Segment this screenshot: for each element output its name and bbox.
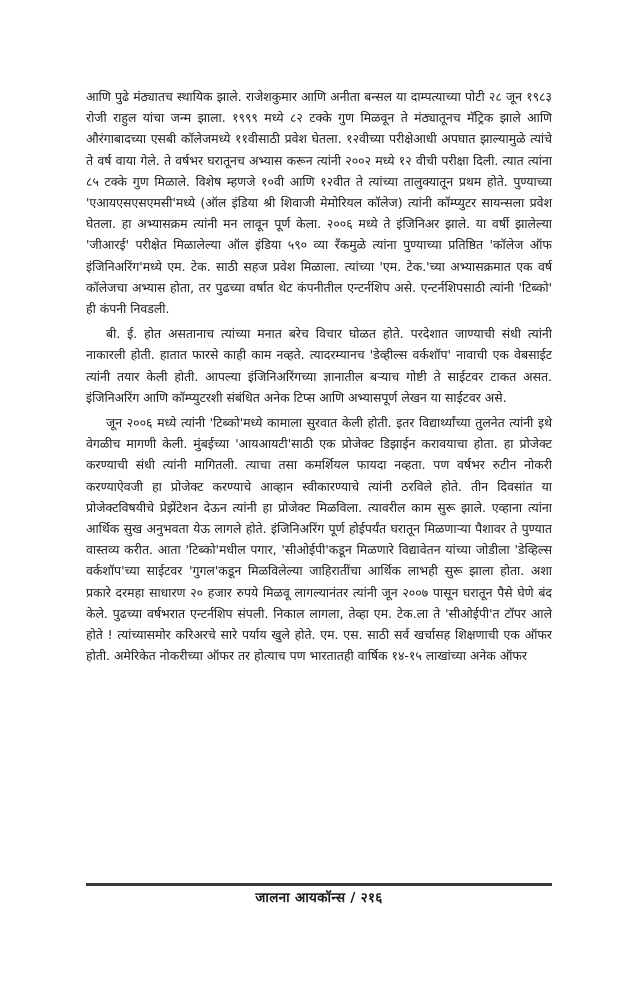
paragraph-1: आणि पुढे मंठ्यातच स्थायिक झाले. राजेशकुमार आणि अनीता बन्सल या दाम्पत्याच्या पोटी २८ जून १९८३ रोजी राहुल यांचा जन्म झाला. १९९९ मध्ये ८२ टक्के गुण मिळवून ते मंठ्यातूनच मॅट्रिक झाले आणि औरंगाबादच्या एसबी कॉलेजमध्ये ११वीसाठी प्रवेश घेतला. १२वीच्या परीक्षेआधी अपघात झाल्यामुळे त्यांचे ते वर्ष वाया गेले. ते वर्षभर घरातूनच अभ्यास करून त्यांनी २००२ मध्ये १२ वीची परीक्षा दिली. त्यात त्यांना ८५ टक्के गुण मिळाले. विशेष म्हणजे १०वी आणि १२वीत ते त्यांच्या तालुक्यातून प्रथम होते. पुण्याच्या 'एआयएसएसएमसी'मध्ये (ऑल इंडिया श्री शिवाजी मेमोरियल कॉलेज) त्यांनी कॉम्प्युटर सायन्सला प्रवेश घेतला. हा अभ्यासक्रम त्यांनी मन लावून पूर्ण केला. २००६ मध्ये ते इंजिनिअर झाले. या वर्षी झालेल्या 'जीआरई' परीक्षेत मिळालेल्या ऑल इंडिया ५९० व्या रँकमुळे त्यांना पुण्याच्या प्रतिष्ठित 'कॉलेज ऑफ इंजिनिअरिंग'मध्ये एम. टेक. साठी सहज प्रवेश मिळाला. त्यांच्या 'एम. टेक.'च्या अभ्यासक्रमात एक वर्ष कॉलेजचा अभ्यास होता, तर पुढच्या वर्षात थेट कंपनीतील एन्टर्नशिप असे. एन्टर्नशिपसाठी त्यांनी 'टिब्को' ही कंपनी निवडली. — [86, 89, 552, 317]
paragraph-3: जून २००६ मध्ये त्यांनी 'टिब्को'मध्ये कामाला सुरवात केली होती. इतर विद्यार्थ्यांच्या तुलनेत त्यांनी इथे वेगळीच मागणी केली. मुंबईच्या 'आयआयटी'साठी एक प्रोजेक्ट डिझाईन करावयाचा होता. हा प्रोजेक्ट करण्याची संधी त्यांनी मागितली. त्याचा तसा कमर्शियल फायदा नव्हता. पण वर्षभर रुटीन नोकरी करण्याऐवजी हा प्रोजेक्ट करण्याचे आव्हान स्वीकारण्याचे त्यांनी ठरविले होते. तीन दिवसांत या प्रोजेक्टविषयीचे प्रेझेंटेशन देऊन त्यांनी हा प्रोजेक्ट मिळविला. त्यावरील काम सुरू झाले. एव्हाना त्यांना आर्थिक सुख अनुभवता येऊ लागले होते. इंजिनिअरिंग पूर्ण होईपर्यंत घरातून मिळणाऱ्या पैशावर ते पुण्यात वास्तव्य करीत. आता 'टिब्को'मधील पगार, 'सीओईपी'कडून मिळणारे विद्यावेतन यांच्या जोडीला 'डेव्हिल्स वर्कशॉप'च्या साईटवर 'गुगल'कडून मिळविलेल्या जाहिरातींचा आर्थिक लाभही सुरू झाला होता. अशा प्रकारे दरमहा साधारण २० हजार रुपये मिळवू लागल्यानंतर त्यांनी जून २००७ पासून घरातून पैसे घेणे बंद केले. पुढच्या वर्षभरात एन्टर्नशिप संपली. निकाल लागला, तेव्हा एम. टेक.ला ते 'सीओईपी'त टॉपर आले होते ! त्यांच्यासमोर करिअरचे सारे पर्याय खुले होते. एम. एस. साठी सर्व खर्चासह शिक्षणाची एक ऑफर होती. अमेरिकेत नोकरीच्या ऑफर तर होत्याच पण भारतातही वार्षिक १४-१५ लाखांच्या अनेक ऑफर — [86, 415, 552, 664]
paragraph-2: बी. ई. होत असतानाच त्यांच्या मनात बरेच विचार घोळत होते. परदेशात जाण्याची संधी त्यांनी नाकारली होती. हातात फारसे काही काम नव्हते. त्यादरम्यानच 'डेव्हील्स वर्कशॉप' नावाची एक वेबसाईट त्यांनी तयार केली होती. आपल्या इंजिनिअरिंगच्या ज्ञानातील बऱ्याच गोष्टी ते साईटवर टाकत असत. इंजिनिअरिंग आणि कॉम्प्युटरशी संबंधित अनेक टिप्स आणि अभ्यासपूर्ण लेखन या साईटवर असे. — [86, 326, 552, 405]
footer-divider — [86, 883, 552, 886]
page-footer: जालना आयकॉन्स / २१६ — [255, 890, 383, 906]
page-body — [86, 86, 552, 666]
